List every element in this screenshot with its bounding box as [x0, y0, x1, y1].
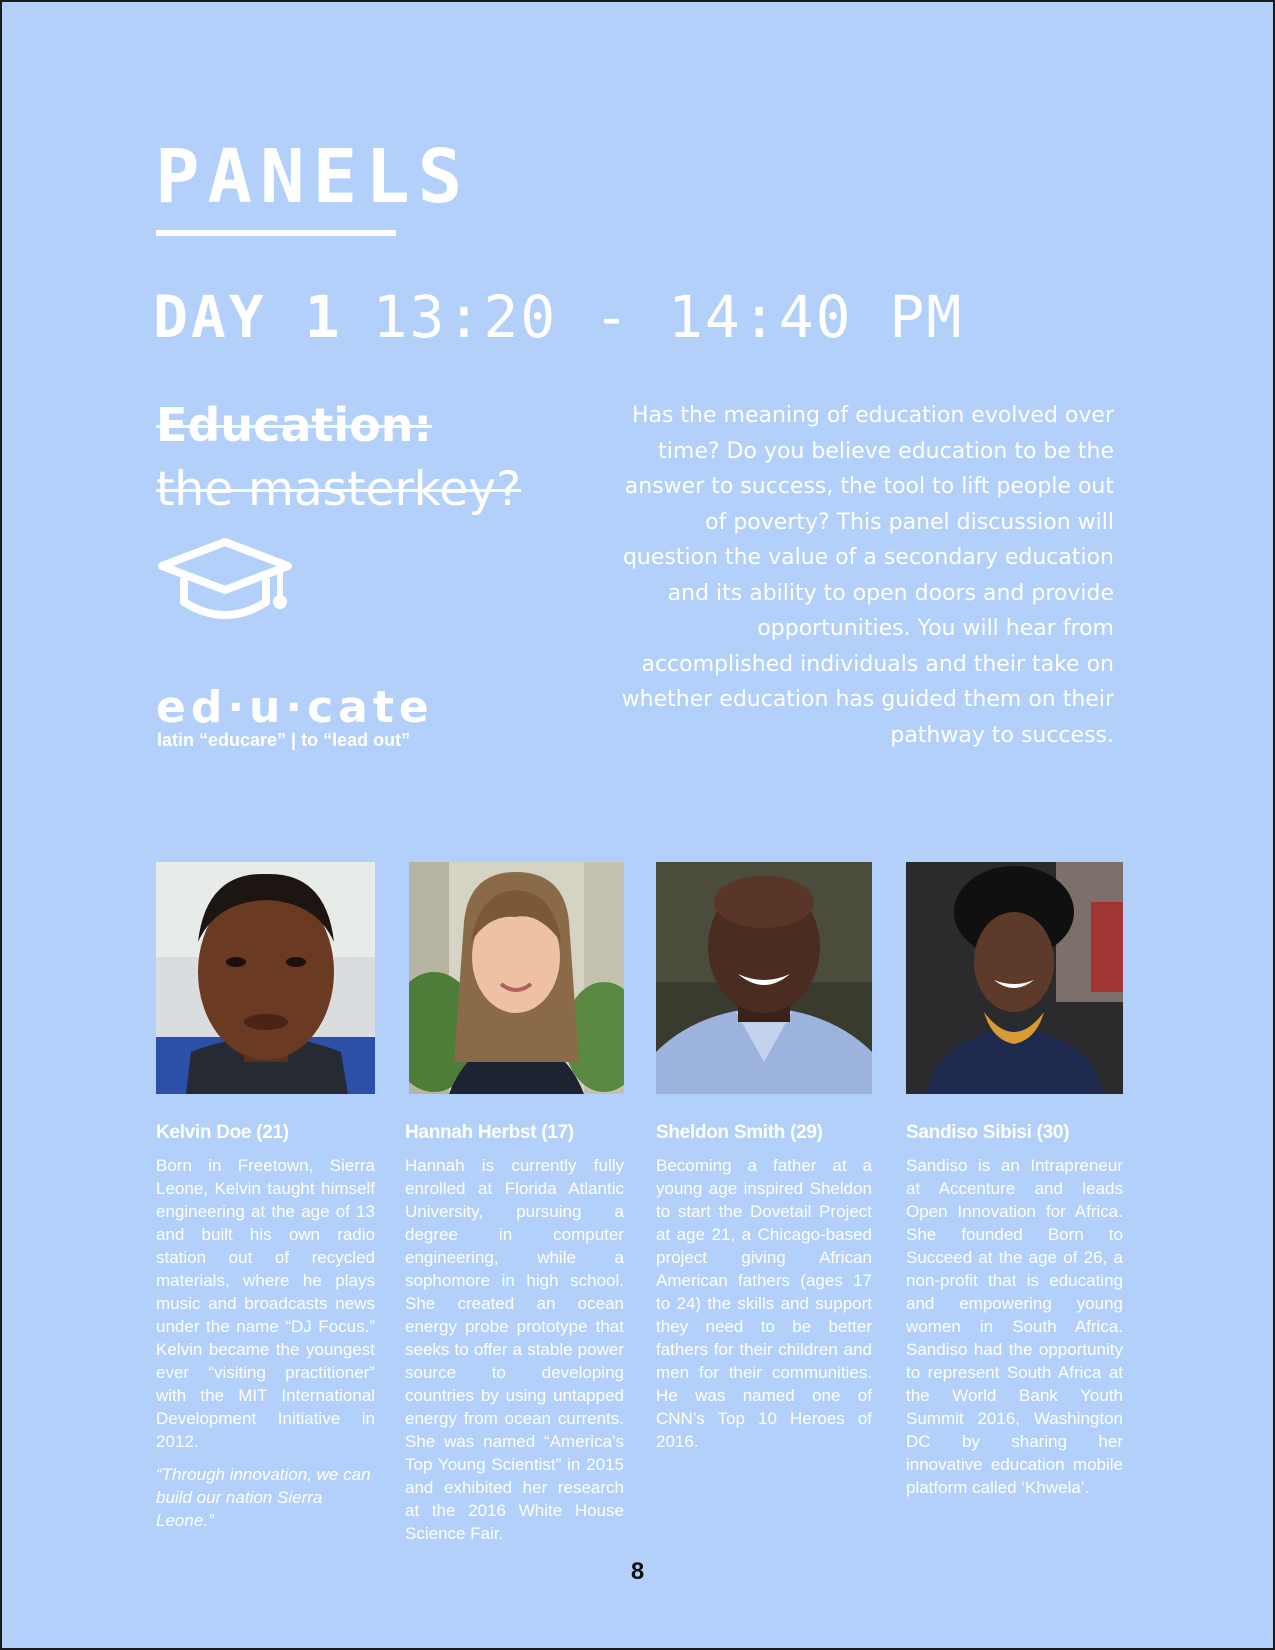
educate-word: ed·u·cate — [156, 682, 434, 733]
panel-description: Has the meaning of education evolved over time? Do you believe education to be the answer to success, the tool to lift people out of poverty? This panel discussion will question the value of a secondary education and its ability to open doors and provide opportunities. You will hear from accomplished individuals and their take on whether education has guided them on their pathway to success. — [621, 403, 1114, 748]
session-time-line — [153, 283, 964, 351]
panelist-name: Kelvin Doe (21) — [156, 1122, 289, 1143]
topic-title-line1: Education: — [156, 398, 432, 452]
topic-title-line2: the masterkey? — [156, 462, 522, 517]
panelist-name: Hannah Herbst (17) — [405, 1122, 574, 1143]
panelist-bio: Hannah is currently fully enrolled at Florida Atlantic University, pursuing a degree in computer engineering, while a sophomore in high school. She created an ocean energy probe prototype that seeks to offer a stable power source to developing countries by using untapped energy from ocean currents. She was named “America’s Top Young Scientist” in 2015 and exhibited her research at the 2016 White House Science Fair. — [405, 1156, 624, 1543]
graduation-cap-icon — [156, 536, 294, 622]
panelist-quote: “Through innovation, we can build our nation Sierra Leone.” — [156, 1465, 371, 1530]
panelist-photo — [656, 862, 872, 1094]
section-title: PANELS — [155, 134, 471, 220]
panelist-name: Sheldon Smith (29) — [656, 1122, 823, 1143]
panelist-bio: Born in Freetown, Sierra Leone, Kelvin taught himself engineering at the age of 13 and built his own radio station out of recycled materials, where he plays music and broadcasts news under the name “DJ Focus.” Kelvin became the youngest ever “visiting practitioner” with the MIT International Development Initiative in 2012. — [156, 1156, 375, 1451]
panelist-card — [656, 862, 872, 1453]
page-number: 8 — [630, 1558, 645, 1585]
panelist-photo — [409, 862, 624, 1094]
panelist-photo — [906, 862, 1123, 1094]
title-underline — [156, 230, 396, 236]
day-label: DAY 1 — [153, 283, 343, 351]
time-label: 13:20 - 14:40 PM — [372, 283, 964, 351]
panelist-photo — [156, 862, 375, 1094]
panelist-bio: Becoming a father at a young age inspired Sheldon to start the Dovetail Project at age 21, a Chicago-based project giving African American fathers (ages 17 to 24) the skills and support they need to be better fathers for their children and men for their communities. He was named one of CNN’s Top 10 Heroes of 2016. — [656, 1156, 872, 1451]
panelist-card — [405, 862, 624, 1545]
panelist-name: Sandiso Sibisi (30) — [906, 1122, 1070, 1143]
panelist-bio: Sandiso is an Intrapreneur at Accenture and leads Open Innovation for Africa. She founded Born to Succeed at the age of 26, a non-profit that is educating and empowering young women in South Africa. Sandiso had the opportunity to represent South Africa at the World Bank Youth Summit 2016, Washington DC by sharing her innovative education mobile platform called ‘Khwela’. — [906, 1156, 1123, 1497]
panelist-card — [156, 862, 375, 1532]
panelist-card — [906, 862, 1123, 1499]
educate-definition: latin “educare” | to “lead out” — [157, 730, 411, 750]
